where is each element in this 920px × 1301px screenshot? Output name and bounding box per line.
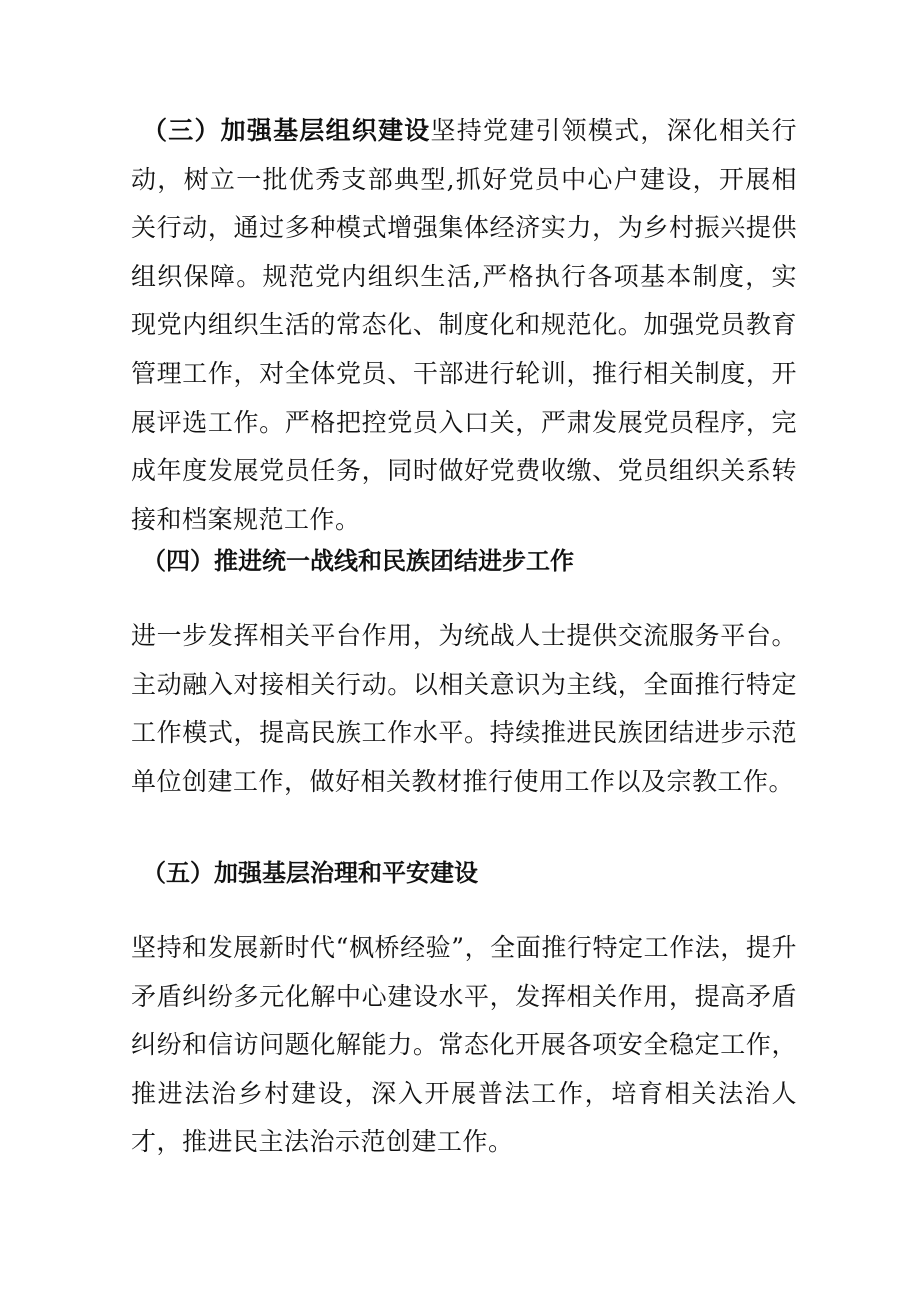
section3-body: 坚持党建引领模式，深化相关行动，树立一批优秀支部典型,抓好党员中心户建设，开展相关行动，通过多种模式增强集体经济实力，为乡村振兴提供组织保障。规范党内组织生活,严格执行各项基本制度，实现党内组织生活的常态化、制度化和规范化。加强党员教育管理工作，对全体党员、干部进行轮训，推行相关制度，开展评选工作。严格把控党员入口关，严肃发展党员程序，完成年度发展党员任务，同时做好党费收缴、党员组织关系转接和档案规范工作。 (131, 116, 797, 534)
section5-body: 坚持和发展新时代“枫桥经验”，全面推行特定工作法，提升矛盾纠纷多元化解中心建设水平，发挥相关作用，提高矛盾纠纷和信访问题化解能力。常态化开展各项安全稳定工作，推进法治乡村建设，深入开展普法工作，培育相关法治人才，推进民主法治示范创建工作。 (131, 933, 797, 1157)
section4-heading: （四）推进统一战线和民族团结进步工作 (142, 547, 574, 575)
section4-body: 进一步发挥相关平台作用，为统战人士提供交流服务平台。主动融入对接相关行动。以相关意识为主线，全面推行特定工作模式，提高民族工作水平。持续推进民族团结进步示范单位创建工作，做好相关教材推行使用工作以及宗教工作。 (131, 621, 797, 796)
section3-heading: （三）加强基层组织建设 (142, 116, 431, 145)
section5-heading: （五）加强基层治理和平安建设 (142, 859, 478, 887)
section3-paragraph (131, 107, 797, 544)
